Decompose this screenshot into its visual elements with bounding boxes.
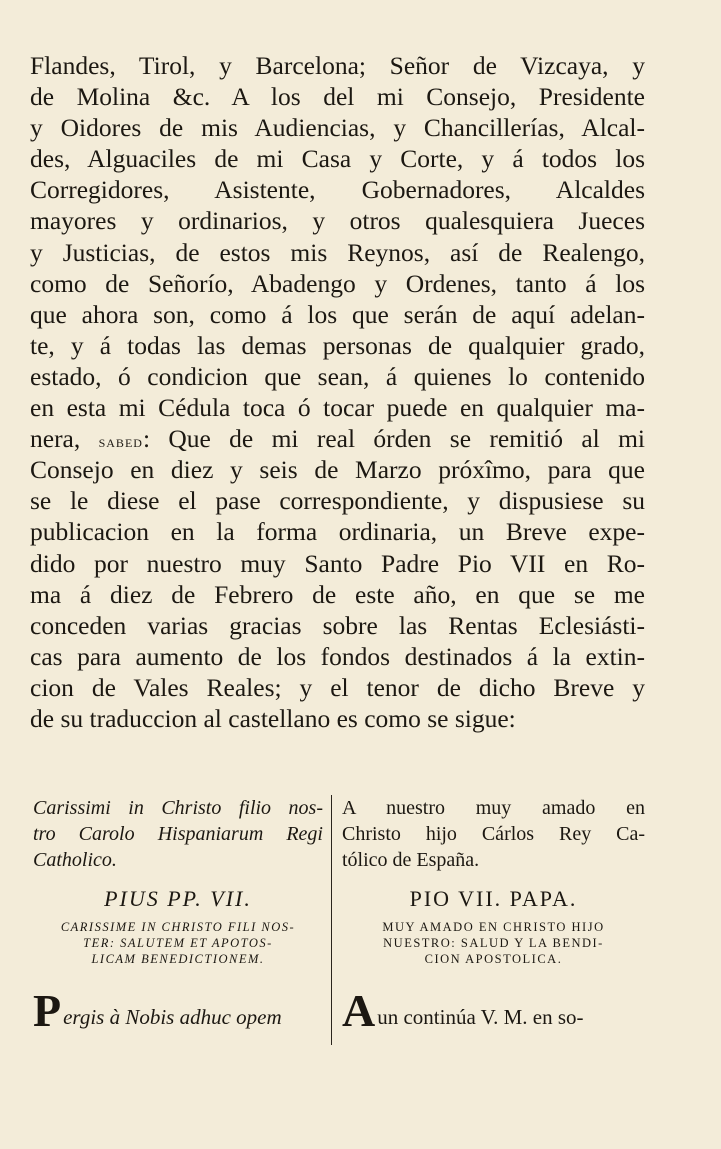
salutation-line: CION APOSTOLICA. <box>424 952 563 966</box>
pope-title-spanish: PIO VII. PAPA. <box>409 886 578 911</box>
salutation-line: LICAM BENEDICTIONEM. <box>91 952 265 966</box>
pope-title-latin: PIUS PP. VII. <box>104 886 252 911</box>
address-line: A nuestro muy amado en <box>342 797 645 819</box>
text-fragment: : Que de mi real órden se remitió al mi <box>142 424 645 454</box>
address-line: Carissimi in Christo filio nos- <box>33 797 323 819</box>
text-line: y Justicias, de estos mis Reynos, así de Realengo, <box>30 237 645 267</box>
incipit-text: ergis à Nobis adhuc opem <box>63 1005 282 1029</box>
main-paragraph <box>30 50 645 734</box>
salutation-line: TER: SALUTEM ET APOTOS- <box>83 936 273 950</box>
address-line: tólico de España. <box>342 849 480 871</box>
text-line: en esta mi Cédula toca ó tocar puede en qualquier ma- <box>30 393 645 423</box>
text-line: publicacion en la forma ordinaria, un Breve expe- <box>30 517 645 547</box>
text-line-sabed <box>30 423 645 454</box>
salutation-line: NUESTRO: SALUD Y LA BENDI- <box>383 936 604 950</box>
text-line: conceden varias gracias sobre las Rentas Eclesiásti- <box>30 610 645 640</box>
text-line: cion de Vales Reales; y el tenor de dicho Breve y <box>30 672 645 702</box>
text-line: Flandes, Tirol, y Barcelona; Señor de Vizcaya, y <box>30 51 645 80</box>
spanish-column <box>342 795 645 1036</box>
text-line: ma á diez de Febrero de este año, en que se me <box>30 579 645 609</box>
incipit-latin <box>33 985 323 1036</box>
text-line: des, Alguaciles de mi Casa y Corte, y á todos los <box>30 144 645 174</box>
address-line: Christo hijo Cárlos Rey Ca- <box>342 823 645 845</box>
sabed-smallcaps: sabed <box>98 432 143 452</box>
text-line: te, y á todas las demas personas de qualquier grado, <box>30 330 645 360</box>
text-line: se le diese el pase correspondiente, y dispusiese su <box>30 486 645 516</box>
text-line: dido por nuestro muy Santo Padre Pio VII en Ro- <box>30 548 645 578</box>
address-line: Catholico. <box>33 849 117 871</box>
latin-column <box>33 795 323 1036</box>
latin-address <box>33 795 323 873</box>
text-line: y Oidores de mis Audiencias, y Chancillerías, Alcal- <box>30 113 645 143</box>
text-line: de Molina &c. A los del mi Consejo, Presidente <box>30 82 645 112</box>
text-fragment: nera, <box>30 424 99 454</box>
text-line: de su traduccion al castellano es como se sigue: <box>30 703 516 733</box>
salutation-line: MUY AMADO EN CHRISTO HIJO <box>382 920 605 934</box>
column-divider <box>331 795 332 1045</box>
text-line: Corregidores, Asistente, Gobernadores, Alcaldes <box>30 175 645 205</box>
salutation-spanish <box>342 919 645 967</box>
dropcap-p: P <box>33 985 62 1036</box>
salutation-line: CARISSIME IN CHRISTO FILI NOS- <box>60 920 296 934</box>
text-line: Consejo en diez y seis de Marzo próxîmo, para que <box>30 455 645 485</box>
salutation-latin <box>33 919 323 967</box>
text-line: estado, ó condicion que sean, á quienes lo contenido <box>30 361 645 391</box>
text-line: como de Señorío, Abadengo y Ordenes, tanto á los <box>30 268 645 298</box>
incipit-spanish <box>342 985 645 1036</box>
spanish-address <box>342 795 645 873</box>
text-line: que ahora son, como á los que serán de aquí adelan- <box>30 299 645 329</box>
dropcap-a: A <box>342 985 376 1036</box>
address-line: tro Carolo Hispaniarum Regi <box>33 823 323 845</box>
incipit-text: un continúa V. M. en so- <box>377 1005 584 1029</box>
text-line: cas para aumento de los fondos destinados á la extin- <box>30 641 645 671</box>
text-line: mayores y ordinarios, y otros qualesquiera Jueces <box>30 206 645 236</box>
